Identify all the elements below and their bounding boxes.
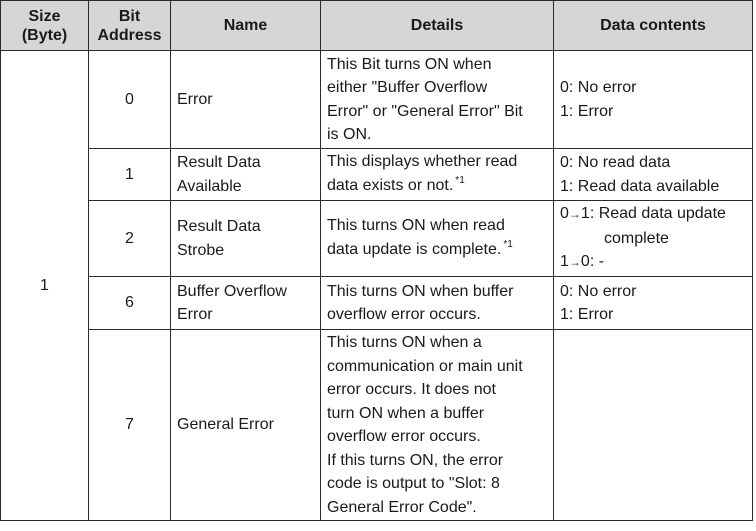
header-bit-address: Bit Address	[89, 1, 171, 51]
footnote-mark: *1	[455, 174, 465, 186]
header-data-contents: Data contents	[554, 1, 753, 51]
data-contents-cell: 0→1: Read data update complete 1→0: -	[554, 201, 753, 277]
name-cell: Result Data Strobe	[171, 201, 321, 277]
bit-address-cell: 2	[89, 201, 171, 277]
table-row	[1, 149, 753, 201]
bit-address-cell: 0	[89, 51, 171, 149]
name-cell: Buffer Overflow Error	[171, 277, 321, 330]
data-contents-cell: 0: No error 1: Error	[554, 277, 753, 330]
transition-line: 1→0: -	[560, 253, 605, 271]
bit-address-cell: 6	[89, 277, 171, 330]
data-contents-cell: 0: No read data 1: Read data available	[554, 149, 753, 201]
details-cell: This turns ON when buffer overflow error occurs.	[321, 277, 554, 330]
details-cell: This displays whether read data exists or not. $^{*1}$	[321, 149, 554, 201]
arrow-icon: →	[568, 207, 581, 222]
header-row	[1, 1, 753, 51]
transition-line: 0→1: Read data update	[560, 205, 726, 223]
data-contents-cell: 0: No error 1: Error	[554, 51, 753, 149]
name-cell: Error	[171, 51, 321, 149]
details-cell: This turns ON when a communication or main unit error occurs. It does not turn ON when a buffer overflow error occurs. If this turns ON, the error code is output to "Slot: 8 General Error Code".	[321, 330, 554, 521]
name-cell: Result Data Available	[171, 149, 321, 201]
size-cell: 1	[1, 51, 89, 521]
header-size: Size (Byte)	[1, 1, 89, 51]
data-contents-cell	[554, 330, 753, 521]
header-name: Name	[171, 1, 321, 51]
bit-address-cell: 1	[89, 149, 171, 201]
table-row	[1, 51, 753, 149]
table-row	[1, 330, 753, 521]
bit-address-cell: 7	[89, 330, 171, 521]
table-row	[1, 201, 753, 277]
details-cell: This Bit turns ON when either "Buffer Overflow Error" or "General Error" Bit is ON.	[321, 51, 554, 149]
details-cell: This turns ON when read data update is complete. $^{*1}$	[321, 201, 554, 277]
table-row	[1, 277, 753, 330]
header-details: Details	[321, 1, 554, 51]
arrow-icon: →	[568, 255, 581, 270]
footnote-mark: *1	[503, 238, 513, 250]
name-cell: General Error	[171, 330, 321, 521]
